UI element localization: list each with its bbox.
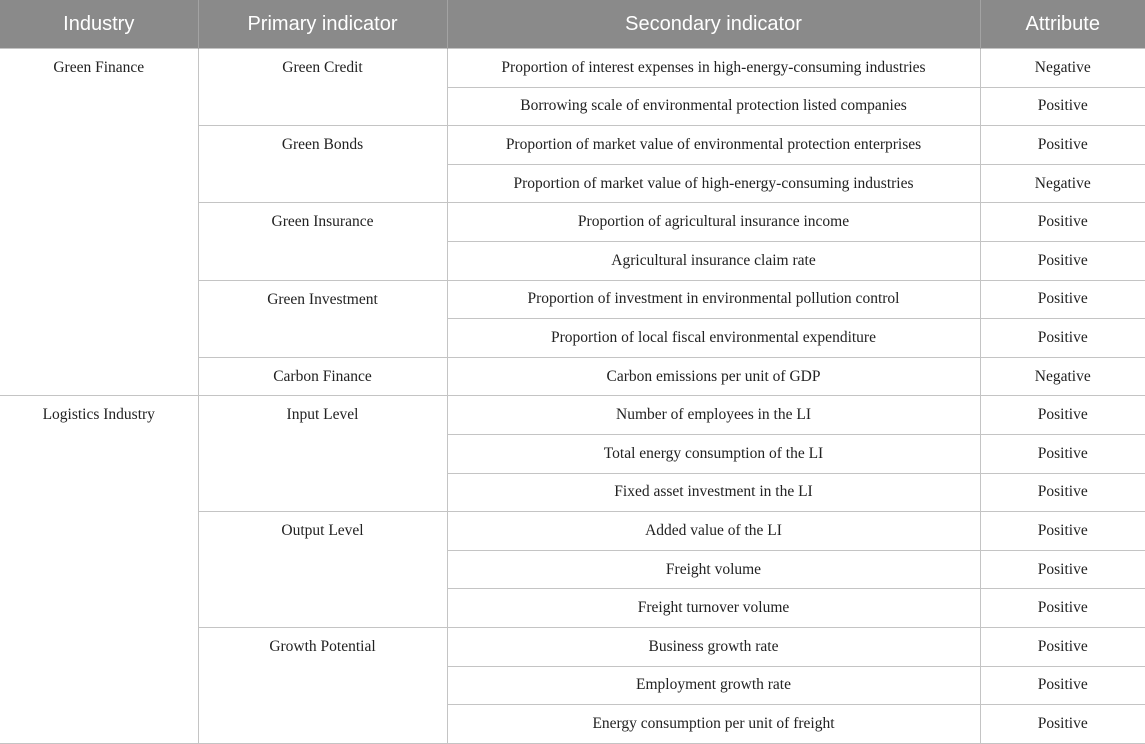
attribute-cell: Positive [980, 666, 1145, 705]
secondary-indicator-cell: Freight volume [447, 550, 980, 589]
secondary-indicator-cell: Added value of the LI [447, 512, 980, 551]
header-primary-indicator: Primary indicator [198, 0, 447, 49]
attribute-cell: Positive [980, 627, 1145, 666]
attribute-cell: Negative [980, 164, 1145, 203]
secondary-indicator-cell: Borrowing scale of environmental protection listed companies [447, 87, 980, 126]
secondary-indicator-cell: Total energy consumption of the LI [447, 434, 980, 473]
attribute-cell: Negative [980, 357, 1145, 396]
secondary-indicator-cell: Agricultural insurance claim rate [447, 241, 980, 280]
attribute-cell: Positive [980, 589, 1145, 628]
header-industry: Industry [0, 0, 198, 49]
secondary-indicator-cell: Number of employees in the LI [447, 396, 980, 435]
secondary-indicator-cell: Carbon emissions per unit of GDP [447, 357, 980, 396]
secondary-indicator-cell: Proportion of investment in environmental pollution control [447, 280, 980, 319]
secondary-indicator-cell: Energy consumption per unit of freight [447, 705, 980, 744]
attribute-cell: Positive [980, 241, 1145, 280]
header-secondary-indicator: Secondary indicator [447, 0, 980, 49]
attribute-cell: Positive [980, 434, 1145, 473]
primary-indicator-cell: Green Insurance [198, 203, 447, 280]
secondary-indicator-cell: Proportion of agricultural insurance income [447, 203, 980, 242]
table-body [0, 49, 1145, 744]
industry-cell: Green Finance [0, 49, 198, 396]
secondary-indicator-cell: Proportion of interest expenses in high-energy-consuming industries [447, 49, 980, 88]
attribute-cell: Positive [980, 87, 1145, 126]
primary-indicator-cell: Growth Potential [198, 627, 447, 743]
table-header [0, 0, 1145, 49]
attribute-cell: Positive [980, 319, 1145, 358]
attribute-cell: Positive [980, 396, 1145, 435]
secondary-indicator-cell: Proportion of market value of high-energy-consuming industries [447, 164, 980, 203]
secondary-indicator-cell: Employment growth rate [447, 666, 980, 705]
secondary-indicator-cell: Proportion of local fiscal environmental expenditure [447, 319, 980, 358]
primary-indicator-cell: Output Level [198, 512, 447, 628]
secondary-indicator-cell: Freight turnover volume [447, 589, 980, 628]
attribute-cell: Positive [980, 126, 1145, 165]
attribute-cell: Positive [980, 512, 1145, 551]
primary-indicator-cell: Green Credit [198, 49, 447, 126]
table-row [0, 49, 1145, 88]
primary-indicator-cell: Carbon Finance [198, 357, 447, 396]
attribute-cell: Positive [980, 550, 1145, 589]
primary-indicator-cell: Input Level [198, 396, 447, 512]
table-row [0, 396, 1145, 435]
industry-cell: Logistics Industry [0, 396, 198, 743]
secondary-indicator-cell: Fixed asset investment in the LI [447, 473, 980, 512]
secondary-indicator-cell: Business growth rate [447, 627, 980, 666]
attribute-cell: Positive [980, 203, 1145, 242]
attribute-cell: Negative [980, 49, 1145, 88]
attribute-cell: Positive [980, 280, 1145, 319]
attribute-cell: Positive [980, 473, 1145, 512]
header-attribute: Attribute [980, 0, 1145, 49]
primary-indicator-cell: Green Bonds [198, 126, 447, 203]
secondary-indicator-cell: Proportion of market value of environmental protection enterprises [447, 126, 980, 165]
attribute-cell: Positive [980, 705, 1145, 744]
primary-indicator-cell: Green Investment [198, 280, 447, 357]
header-row [0, 0, 1145, 49]
